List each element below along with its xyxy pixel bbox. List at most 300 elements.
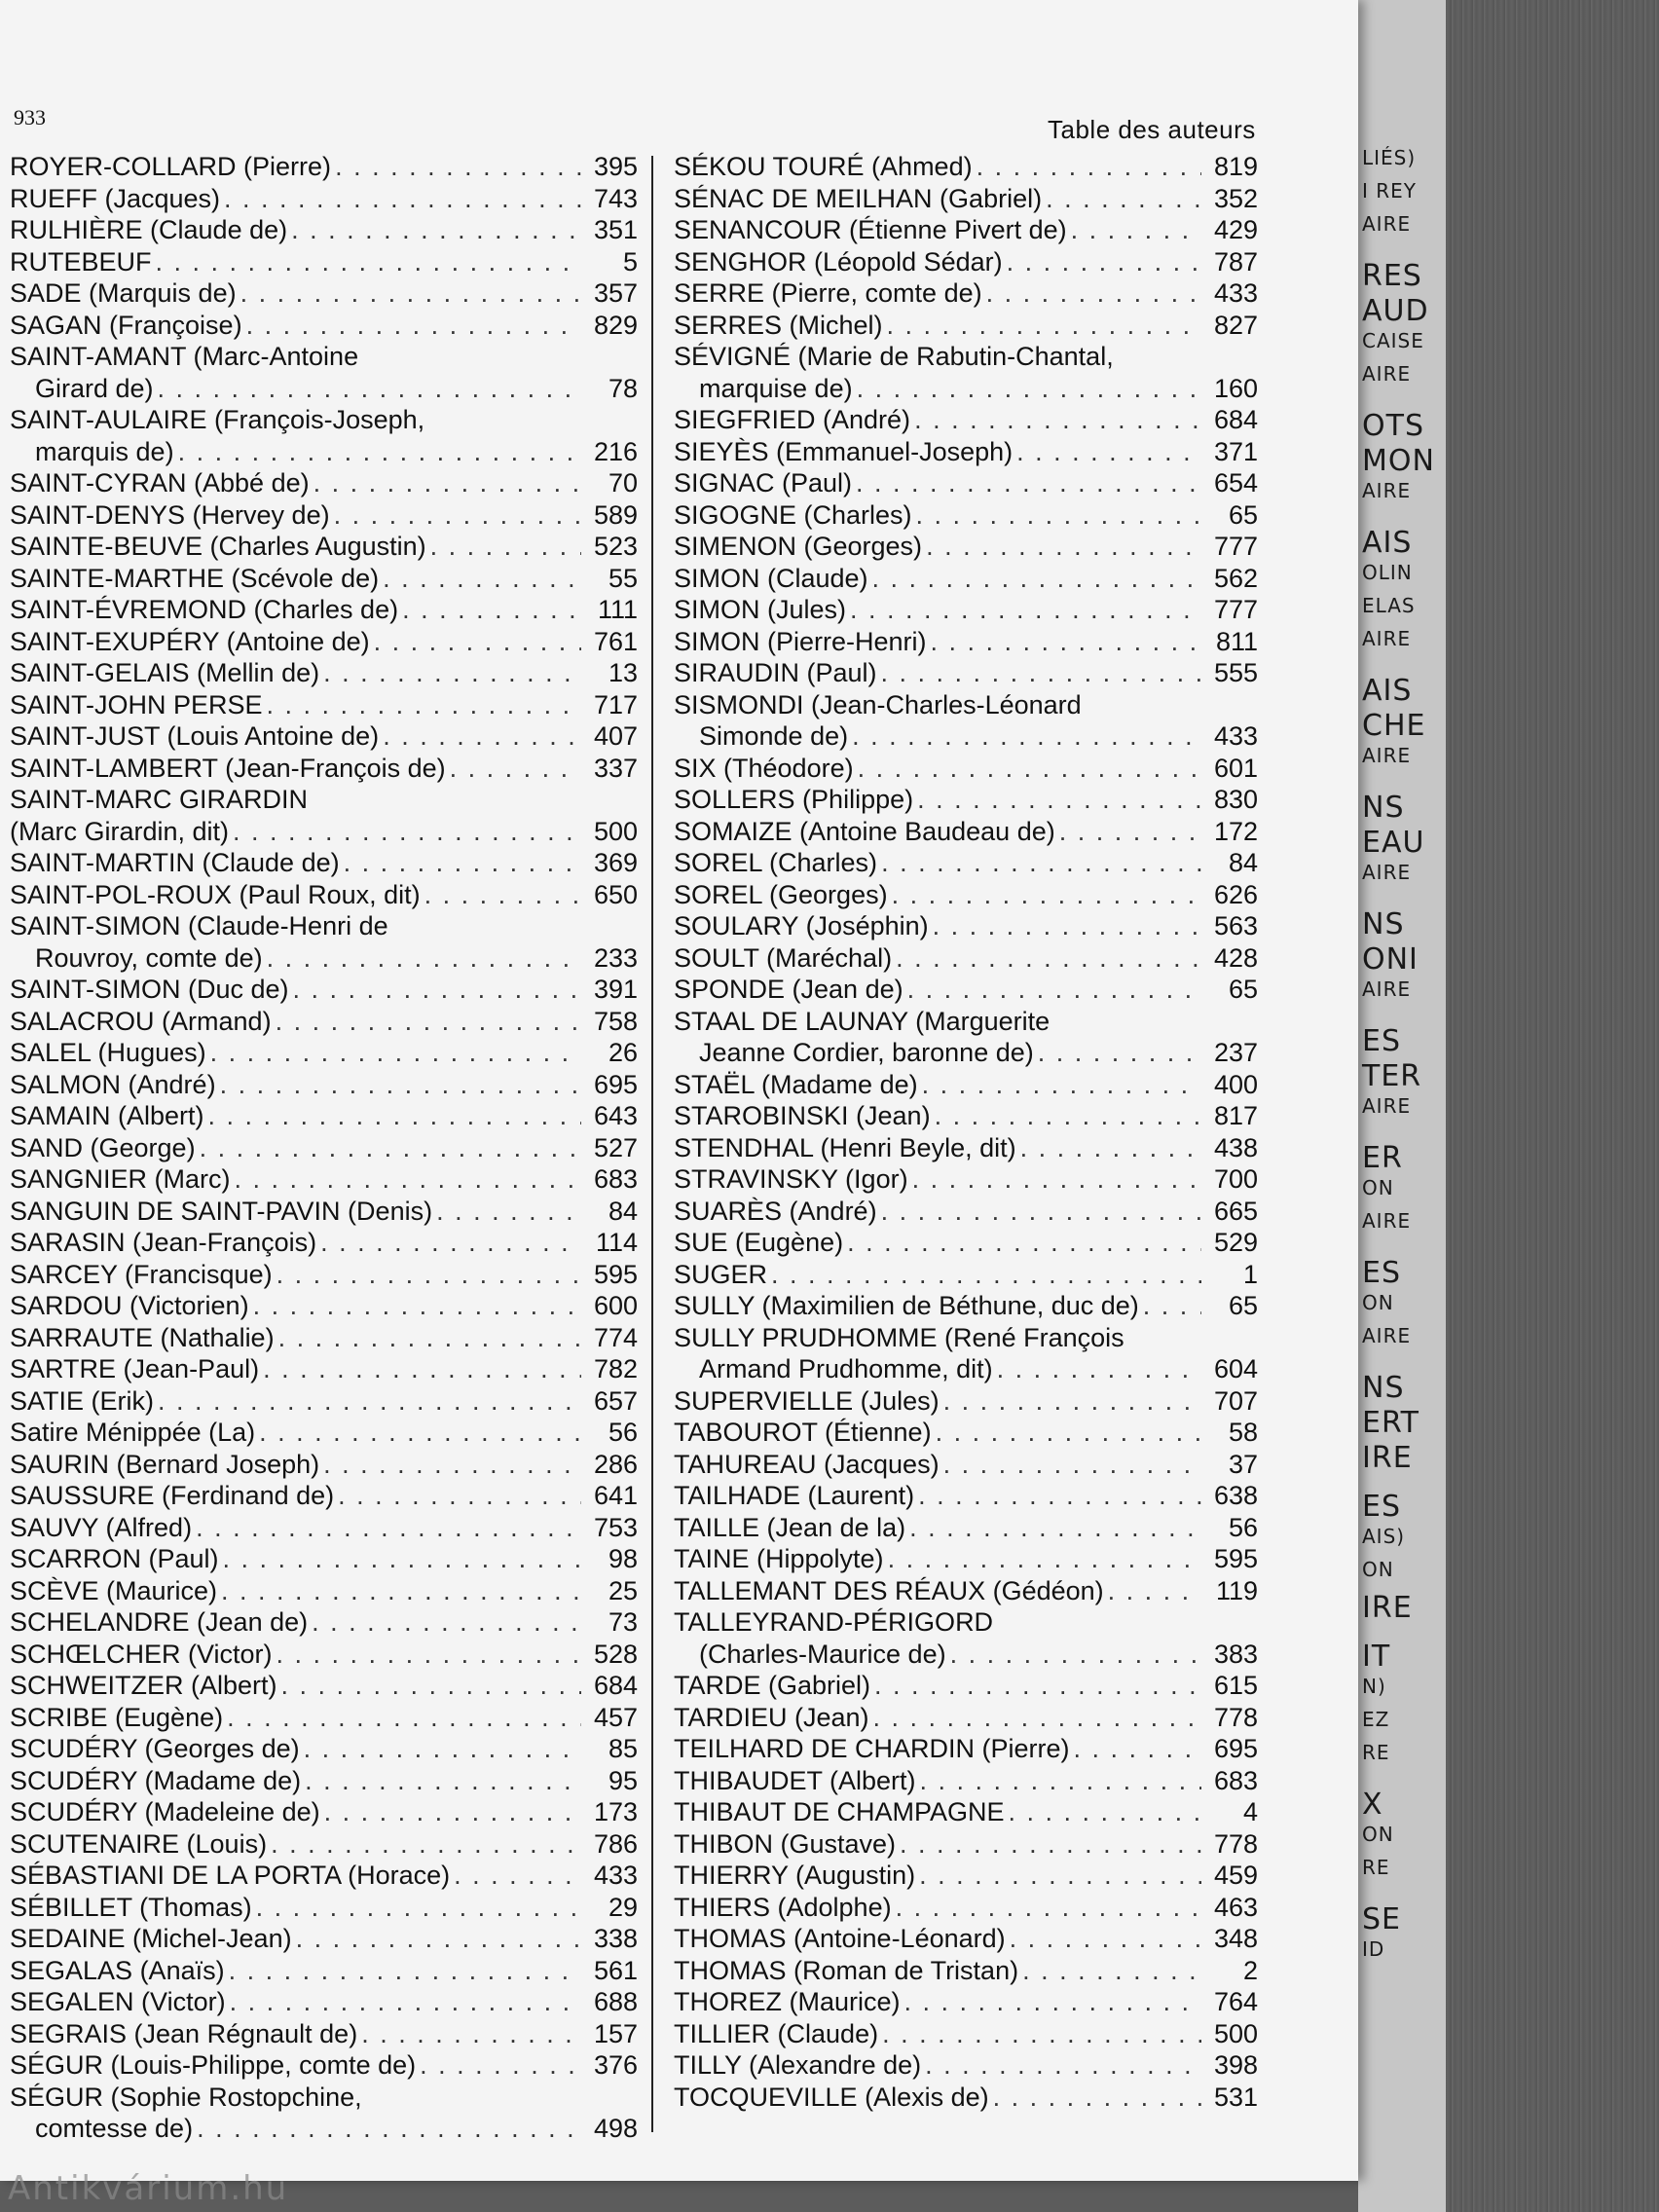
entry-page-number: 111	[597, 595, 638, 624]
entry-page-number: 407	[593, 721, 638, 751]
dot-leader	[158, 373, 581, 405]
dot-leader	[1074, 1733, 1201, 1765]
dot-leader	[196, 1512, 581, 1544]
entry-name: SÉVIGNÉ (Marie de Rabutin-Chantal,	[674, 342, 1114, 371]
entry-page-number: 758	[593, 1006, 638, 1036]
index-entry	[674, 246, 1258, 278]
index-entry	[674, 341, 1258, 373]
dot-leader	[304, 1733, 581, 1765]
entry-page-number: 25	[608, 1575, 638, 1605]
index-entry	[674, 214, 1258, 246]
entry-page-number: 555	[1213, 658, 1258, 687]
index-entry	[10, 942, 638, 975]
entry-page-number: 157	[593, 2018, 638, 2048]
entry-page-number: 695	[1213, 1734, 1258, 1763]
index-entry	[674, 310, 1258, 342]
under-page-fragment: ON	[1362, 1176, 1394, 1199]
dot-leader	[916, 499, 1201, 532]
underlying-page-edge	[1358, 0, 1446, 2212]
entry-page-number: 500	[1213, 2018, 1258, 2048]
index-entry	[10, 246, 638, 278]
dot-leader	[881, 847, 1201, 879]
dot-leader	[450, 753, 581, 785]
under-page-fragment: AIRE	[1362, 744, 1412, 767]
dot-leader	[1046, 183, 1201, 215]
entry-name: SARRAUTE (Nathalie)	[10, 1322, 275, 1352]
entry-page-number: 778	[1213, 1702, 1258, 1732]
index-entry	[674, 879, 1258, 911]
dot-leader	[909, 1512, 1201, 1544]
dot-leader	[230, 1986, 581, 2018]
entry-name: SAINT-POL-ROUX (Paul Roux, dit)	[10, 879, 421, 909]
entry-page-number: 286	[593, 1449, 638, 1479]
entry-page-number: 700	[1213, 1164, 1258, 1194]
entry-name: RUTEBEUF	[10, 246, 152, 276]
index-entry	[674, 1733, 1258, 1765]
entry-name: SAINTE-MARTHE (Scévole de)	[10, 563, 380, 593]
entry-name: SCHELANDRE (Jean de)	[10, 1607, 309, 1637]
entry-name: SIX (Théodore)	[674, 753, 854, 783]
dot-leader	[857, 373, 1201, 405]
entry-name: SIEYÈS (Emmanuel-Joseph)	[674, 436, 1014, 466]
under-page-fragment: AIRE	[1362, 212, 1412, 236]
dot-leader	[1071, 214, 1201, 246]
entry-page-number: 774	[593, 1322, 638, 1352]
entry-page-number: 119	[1215, 1575, 1258, 1605]
index-entry	[674, 1860, 1258, 1892]
index-entry	[10, 1449, 638, 1481]
entry-name: SÉGUR (Sophie Rostopchine,	[10, 2082, 362, 2112]
index-entry	[10, 974, 638, 1006]
under-page-fragment: CHE	[1362, 709, 1426, 743]
index-entry	[10, 1163, 638, 1196]
under-page-fragment: AIRE	[1362, 977, 1412, 1001]
dot-leader	[233, 816, 581, 848]
index-entry	[10, 1796, 638, 1828]
entry-page-number: 684	[1213, 405, 1258, 434]
under-page-fragment: ID	[1362, 1937, 1385, 1961]
entry-name: SAINT-JOHN PERSE	[10, 689, 263, 719]
index-entry	[10, 214, 638, 246]
entry-page-number: 643	[593, 1101, 638, 1130]
index-entry	[674, 1196, 1258, 1228]
index-entry	[10, 1606, 638, 1639]
under-page-fragment: ON	[1362, 1558, 1394, 1581]
under-page-fragment: EZ	[1362, 1708, 1390, 1731]
dot-leader	[1020, 1132, 1201, 1164]
dot-leader	[402, 594, 581, 626]
dot-leader	[210, 1037, 581, 1069]
under-page-fragment: IT	[1362, 1640, 1391, 1674]
entry-page-number: 56	[1228, 1512, 1258, 1542]
under-page-fragment: AIS	[1362, 526, 1413, 560]
entry-page-number: 531	[1213, 2082, 1258, 2112]
entry-name: SAINT-DENYS (Hervey de)	[10, 499, 330, 530]
entry-page-number: 600	[593, 1291, 638, 1320]
dot-leader	[293, 974, 581, 1006]
entry-name: SARDOU (Victorien)	[10, 1291, 249, 1320]
dot-leader	[227, 1702, 581, 1734]
entry-name: SALACROU (Armand)	[10, 1006, 272, 1036]
entry-name: SIEGFRIED (André)	[674, 405, 911, 434]
index-entry	[674, 2018, 1258, 2050]
entry-name: SIMENON (Georges)	[674, 532, 923, 561]
entry-name: RULHIÈRE (Claude de)	[10, 215, 288, 244]
entry-page-number: 400	[1213, 1069, 1258, 1099]
index-entry	[674, 1132, 1258, 1164]
entry-name: SISMONDI (Jean-Charles-Léonard	[674, 689, 1082, 719]
entry-page-number: 562	[1213, 563, 1258, 593]
dot-leader	[221, 1575, 581, 1607]
entry-name: SOULT (Maréchal)	[674, 942, 893, 973]
entry-name: Rouvroy, comte de)	[35, 942, 263, 973]
entry-name: SAINT-GELAIS (Mellin de)	[10, 658, 320, 687]
entry-name: SÉBILLET (Thomas)	[10, 1892, 252, 1922]
entry-page-number: 498	[593, 2114, 638, 2143]
index-entry	[10, 1639, 638, 1671]
index-entry	[10, 373, 638, 405]
entry-name: SOLLERS (Philippe)	[674, 785, 914, 814]
dot-leader	[271, 1828, 581, 1861]
dot-leader	[424, 879, 581, 911]
entry-name: SCUDÉRY (Madeleine de)	[10, 1797, 320, 1826]
index-entry	[674, 1955, 1258, 1987]
entry-name: SIGNAC (Paul)	[674, 468, 853, 498]
dot-leader	[912, 1163, 1201, 1196]
entry-name: SAINT-SIMON (Claude-Henri de	[10, 911, 388, 940]
index-entry	[674, 847, 1258, 879]
entry-name: STAAL DE LAUNAY (Marguerite	[674, 1006, 1051, 1036]
entry-name: SUARÈS (André)	[674, 1196, 877, 1226]
entry-name: STENDHAL (Henri Beyle, dit)	[674, 1132, 1016, 1162]
entry-name: SCUDÉRY (Madame de)	[10, 1765, 302, 1795]
entry-page-number: 684	[593, 1671, 638, 1700]
dot-leader	[904, 1986, 1201, 2018]
entry-name: SOULARY (Joséphin)	[674, 911, 929, 940]
entry-page-number: 429	[1213, 215, 1258, 244]
index-entry	[674, 373, 1258, 405]
entry-page-number: 688	[593, 1987, 638, 2016]
under-page-fragment: NS	[1362, 1371, 1405, 1405]
entry-name: SAURIN (Bernard Joseph)	[10, 1449, 320, 1479]
entry-name: SAINT-MARTIN (Claude de)	[10, 848, 340, 877]
entry-name: Girard de)	[35, 373, 154, 403]
index-entry	[10, 277, 638, 310]
entry-page-number: 743	[593, 183, 638, 213]
dot-leader	[156, 246, 581, 278]
index-entry	[674, 626, 1258, 658]
entry-page-number: 787	[1213, 246, 1258, 276]
entry-page-number: 527	[593, 1132, 638, 1162]
entry-name: RUEFF (Jacques)	[10, 183, 221, 213]
entry-name: SAGAN (Françoise)	[10, 310, 242, 340]
dot-leader	[922, 1069, 1201, 1101]
index-entry	[10, 1259, 638, 1291]
index-entry	[674, 1385, 1258, 1418]
running-head: Table des auteurs	[1048, 115, 1256, 144]
entry-name: TAHUREAU (Jacques)	[674, 1449, 940, 1479]
index-entry	[10, 1417, 638, 1449]
index-entry	[674, 594, 1258, 626]
entry-page-number: 817	[1213, 1101, 1258, 1130]
index-entry	[674, 2082, 1258, 2114]
entry-name: SARCEY (Francisque)	[10, 1259, 273, 1289]
dot-leader	[263, 1353, 581, 1385]
entry-name: SÉGUR (Louis-Philippe, comte de)	[10, 2050, 417, 2080]
entry-name: SERRES (Michel)	[674, 310, 883, 340]
entry-name: (Charles-Maurice de)	[699, 1639, 946, 1669]
index-entry	[10, 1227, 638, 1259]
index-entry	[674, 1006, 1258, 1038]
index-entry	[10, 1892, 638, 1924]
index-entry	[674, 657, 1258, 689]
entry-page-number: 433	[1213, 278, 1258, 308]
entry-name: THIERRY (Augustin)	[674, 1861, 916, 1890]
entry-name: SEDAINE (Michel-Jean)	[10, 1924, 292, 1953]
entry-page-number: 70	[608, 468, 638, 498]
index-entry	[674, 1986, 1258, 2018]
under-page-fragment: AIRE	[1362, 627, 1412, 650]
index-entry	[10, 2049, 638, 2082]
entry-name: Satire Ménippée (La)	[10, 1418, 256, 1447]
entry-page-number: 777	[1213, 532, 1258, 561]
index-entry	[10, 436, 638, 468]
index-entry	[674, 1606, 1258, 1639]
entry-page-number: 114	[595, 1228, 638, 1257]
entry-page-number: 529	[1213, 1228, 1258, 1257]
entry-name: SAND (George)	[10, 1132, 196, 1162]
index-entry	[674, 753, 1258, 785]
index-entry	[10, 1575, 638, 1607]
dot-leader	[296, 1923, 581, 1955]
index-entry	[10, 467, 638, 499]
dot-leader	[323, 1449, 581, 1481]
dot-leader	[1007, 246, 1201, 278]
entry-page-number: 604	[1213, 1354, 1258, 1383]
index-entry	[674, 151, 1258, 183]
dot-leader	[312, 1606, 581, 1639]
dot-leader	[436, 1196, 581, 1228]
entry-name: SERRE (Pierre, comte de)	[674, 278, 982, 308]
dot-leader	[1009, 1796, 1201, 1828]
entry-page-number: 778	[1213, 1828, 1258, 1859]
entry-page-number: 383	[1213, 1639, 1258, 1669]
dot-leader	[882, 2018, 1201, 2050]
index-entry	[674, 1796, 1258, 1828]
dot-leader	[852, 720, 1201, 753]
index-entry	[674, 404, 1258, 436]
dot-leader	[420, 2049, 581, 2082]
entry-name: SENGHOR (Léopold Sédar)	[674, 246, 1003, 276]
entry-name: SAMAIN (Albert)	[10, 1101, 204, 1130]
index-entry	[10, 753, 638, 785]
dot-leader	[888, 1543, 1201, 1575]
index-entry	[674, 784, 1258, 816]
entry-name: SCHWEITZER (Albert)	[10, 1671, 277, 1700]
dot-leader	[278, 1322, 581, 1354]
index-entry	[10, 847, 638, 879]
entry-page-number: 782	[593, 1354, 638, 1383]
background-surface	[1441, 0, 1659, 2212]
under-page-fragment: ONI	[1362, 942, 1419, 977]
entry-page-number: 4	[1242, 1797, 1258, 1826]
column-divider	[651, 156, 653, 2132]
entry-page-number: 237	[1213, 1038, 1258, 1067]
entry-page-number: 338	[593, 1924, 638, 1953]
under-page-fragment: RE	[1362, 1741, 1390, 1764]
index-entry	[10, 151, 638, 183]
dot-leader	[950, 1639, 1201, 1671]
under-page-fragment: AIRE	[1362, 362, 1412, 386]
dot-leader	[997, 1353, 1201, 1385]
entry-name: TALLEYRAND-PÉRIGORD	[674, 1607, 994, 1637]
dot-leader	[936, 1417, 1201, 1449]
under-page-fragment: ES	[1362, 1490, 1401, 1524]
dot-leader	[900, 1828, 1201, 1861]
index-entry	[674, 499, 1258, 532]
entry-page-number: 65	[1228, 975, 1258, 1004]
entry-name: THIBON (Gustave)	[674, 1828, 897, 1859]
entry-name: STAROBINSKI (Jean)	[674, 1101, 931, 1130]
entry-page-number: 233	[593, 942, 638, 973]
entry-name: SANGNIER (Marc)	[10, 1164, 231, 1194]
entry-name: SCÈVE (Maurice)	[10, 1575, 218, 1605]
entry-page-number: 819	[1213, 152, 1258, 181]
entry-page-number: 641	[593, 1481, 638, 1510]
entry-page-number: 369	[593, 848, 638, 877]
entry-name: TAILLE (Jean de la)	[674, 1512, 906, 1542]
dot-leader	[256, 1892, 581, 1924]
entry-page-number: 433	[593, 1861, 638, 1890]
entry-name: (Marc Girardin, dit)	[10, 816, 230, 846]
entry-name: SCARRON (Paul)	[10, 1544, 219, 1573]
entry-name: SANGUIN DE SAINT-PAVIN (Denis)	[10, 1196, 433, 1226]
entry-page-number: 589	[593, 499, 638, 530]
under-page-fragment: ES	[1362, 1256, 1401, 1290]
entry-name: comtesse de)	[35, 2114, 194, 2143]
entry-page-number: 683	[593, 1164, 638, 1194]
dot-leader	[335, 151, 581, 183]
index-entry	[674, 1227, 1258, 1259]
index-entry	[10, 1860, 638, 1892]
entry-name: SIRAUDIN (Paul)	[674, 658, 877, 687]
entry-page-number: 376	[593, 2050, 638, 2080]
entry-page-number: 500	[593, 816, 638, 846]
index-entry	[674, 1512, 1258, 1544]
under-page-fragment: ERT	[1362, 1406, 1419, 1440]
index-entry	[674, 1353, 1258, 1385]
index-entry	[10, 1385, 638, 1418]
dot-leader	[374, 626, 581, 658]
entry-name: TABOUROT (Étienne)	[674, 1418, 932, 1447]
index-entry	[10, 720, 638, 753]
entry-page-number: 561	[593, 1955, 638, 1985]
index-entry	[10, 626, 638, 658]
entry-name: SULLY (Maximilien de Béthune, duc de)	[674, 1291, 1139, 1320]
entry-page-number: 216	[593, 436, 638, 466]
entry-page-number: 638	[1213, 1481, 1258, 1510]
entry-name: SCUDÉRY (Georges de)	[10, 1734, 300, 1763]
entry-name: STAËL (Madame de)	[674, 1069, 918, 1099]
entry-page-number: 357	[593, 278, 638, 308]
dot-leader	[281, 1670, 581, 1702]
dot-leader	[208, 1100, 581, 1132]
entry-page-number: 717	[593, 689, 638, 719]
entry-page-number: 95	[608, 1765, 638, 1795]
dot-leader	[926, 531, 1201, 563]
dot-leader	[931, 626, 1201, 658]
entry-page-number: 173	[593, 1797, 638, 1826]
entry-name: SAINTE-BEUVE (Charles Augustin)	[10, 532, 426, 561]
entry-name: STRAVINSKY (Igor)	[674, 1164, 908, 1194]
under-page-fragment: ELAS	[1362, 594, 1416, 617]
index-entry	[10, 594, 638, 626]
index-entry	[10, 2082, 638, 2114]
dot-leader	[847, 1227, 1201, 1259]
entry-page-number: 398	[1213, 2050, 1258, 2080]
dot-leader	[920, 1765, 1201, 1797]
index-entry	[674, 436, 1258, 468]
dot-leader	[1016, 436, 1201, 468]
entry-page-number: 73	[608, 1607, 638, 1637]
entry-page-number: 665	[1213, 1196, 1258, 1226]
index-entry	[674, 277, 1258, 310]
dot-leader	[850, 594, 1201, 626]
entry-page-number: 352	[1213, 183, 1258, 213]
entry-page-number: 5	[622, 246, 638, 276]
index-entry	[10, 1480, 638, 1512]
dot-leader	[1108, 1575, 1201, 1607]
under-page-fragment: AIRE	[1362, 479, 1412, 502]
under-page-fragment: IRE	[1362, 1591, 1413, 1625]
entry-page-number: 391	[593, 975, 638, 1004]
entry-page-number: 351	[593, 215, 638, 244]
index-entry	[10, 1986, 638, 2018]
entry-name: SUPERVIELLE (Jules)	[674, 1385, 940, 1416]
dot-leader	[267, 942, 581, 975]
index-entry	[10, 879, 638, 911]
entry-name: SAINT-EXUPÉRY (Antoine de)	[10, 626, 370, 656]
entry-name: SÉBASTIANI DE LA PORTA (Horace)	[10, 1861, 451, 1890]
index-entry	[674, 1259, 1258, 1291]
dot-leader	[334, 499, 581, 532]
entry-name: SIMON (Pierre-Henri)	[674, 626, 927, 656]
entry-name: SEGRAIS (Jean Régnault de)	[10, 2018, 358, 2048]
index-entry	[674, 689, 1258, 721]
entry-name: SAINT-CYRAN (Abbé de)	[10, 468, 310, 498]
index-entry	[674, 1417, 1258, 1449]
entry-page-number: 601	[1213, 753, 1258, 783]
entry-name: SUGER	[674, 1259, 768, 1289]
dot-leader	[1022, 1955, 1201, 1987]
entry-name: SÉNAC DE MEILHAN (Gabriel)	[674, 183, 1043, 213]
under-page-fragment: AIS)	[1362, 1525, 1406, 1548]
entry-page-number: 654	[1213, 468, 1258, 498]
entry-page-number: 753	[593, 1512, 638, 1542]
index-entry	[674, 1892, 1258, 1924]
dot-leader	[324, 1796, 581, 1828]
dot-leader	[223, 1543, 581, 1575]
dot-leader	[338, 1480, 581, 1512]
under-page-fragment: EAU	[1362, 826, 1425, 860]
dot-leader	[430, 531, 581, 563]
entry-page-number: 56	[608, 1418, 638, 1447]
entry-page-number: 650	[593, 879, 638, 909]
entry-page-number: 764	[1213, 1987, 1258, 2016]
entry-page-number: 563	[1213, 911, 1258, 940]
entry-page-number: 65	[1228, 499, 1258, 530]
dot-leader	[178, 436, 581, 468]
